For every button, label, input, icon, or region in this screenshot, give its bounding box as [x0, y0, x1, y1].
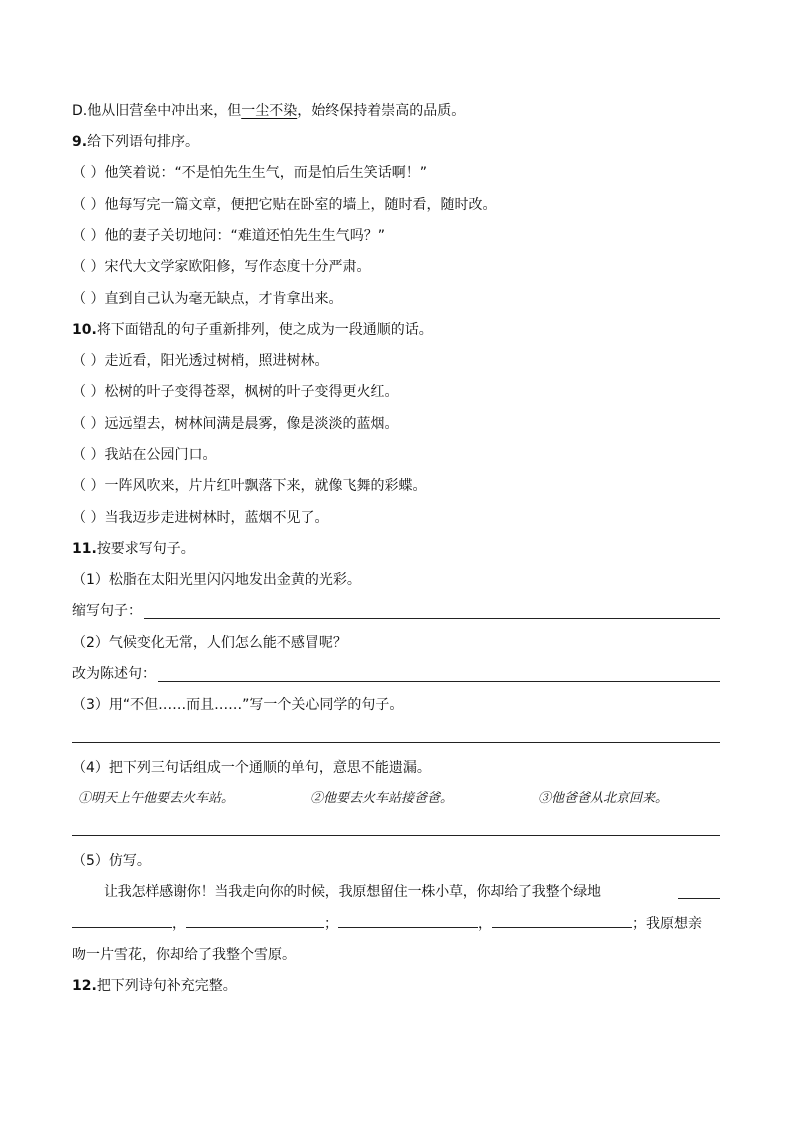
q11-part2-label: 改为陈述句：: [72, 666, 156, 682]
q9-item: [72, 289, 342, 309]
q10-title-text: 将下面错乱的句子重新排列，使之成为一段通顺的话。: [96, 322, 433, 338]
q10-item: [72, 351, 328, 371]
q10-item-6-text: 当我迈步走进树林时，蓝烟不见了。: [104, 510, 329, 526]
q11-part5-blank-4[interactable]: [492, 913, 632, 928]
q11-part5-semicolon: ；: [324, 916, 338, 932]
q9-item: [72, 226, 385, 246]
q10-item-5-text: 一阵风吹来，片片红叶飘落下来，就像飞舞的彩蝶。: [104, 478, 427, 494]
q11-part5-line2: [72, 913, 702, 934]
q9-item-4-text: 宋代大文学家欧阳修，写作态度十分严肃。: [104, 259, 371, 275]
q12-title-text: 把下列诗句补充完整。: [96, 978, 237, 994]
q9-item-3-blank[interactable]: （ ）: [72, 228, 105, 244]
q9-item-4-blank[interactable]: （ ）: [72, 259, 105, 275]
q11-part4-item-2: ②他要去火车站接爸爸。: [310, 791, 454, 806]
q12-title: [72, 976, 237, 996]
q11-part3: （3）用“不但……而且……”写一个关心同学的句子。: [72, 697, 404, 713]
q10-item-4-text: 我站在公园门口。: [104, 447, 217, 463]
q10-item-1-blank[interactable]: （ ）: [72, 353, 105, 369]
q9-item-2-blank[interactable]: （ ）: [72, 197, 105, 213]
q11-part2-answer-line[interactable]: [158, 681, 720, 682]
q11-part5-text2: ；我原想亲: [632, 916, 702, 932]
q11-part2: （2）气候变化无常，人们怎么能不感冒呢？: [72, 635, 347, 651]
q10-item: [72, 382, 398, 402]
q11-part1: （1）松脂在太阳光里闪闪地发出金黄的光彩。: [72, 572, 361, 588]
q11-part5-text1: 让我怎样感谢你！当我走向你的时候，我原想留住一株小草，你却给了我整个绿地: [104, 884, 601, 900]
q9-item-3-text: 他的妻子关切地问：“难道还怕先生生气吗？”: [104, 228, 385, 244]
q11-part5-blank-1a[interactable]: [678, 884, 720, 899]
q11-part1-answer-line[interactable]: [144, 618, 720, 619]
q11-part5-blank-2[interactable]: [186, 913, 324, 928]
q11-part5-blank-3[interactable]: [338, 913, 478, 928]
q10-number: 10.: [72, 322, 97, 338]
q8-option-d-word: 一尘不染: [241, 103, 298, 119]
q11-part5-line1: [104, 882, 601, 902]
q11-part1-answer: [72, 601, 142, 621]
q9-item: [72, 163, 427, 183]
q9-number: 9.: [72, 134, 88, 150]
q12-number: 12.: [72, 978, 97, 994]
q8-option-d-suffix: ，始终保持着崇高的品质。: [297, 103, 466, 119]
q10-item-2-blank[interactable]: （ ）: [72, 384, 105, 400]
q9-item: [72, 257, 370, 277]
q10-item: [72, 508, 328, 528]
q10-item: [72, 445, 216, 465]
q10-item-3-blank[interactable]: （ ）: [72, 416, 105, 432]
q9-title-text: 给下列语句排序。: [87, 134, 200, 150]
q11-part4-answer-line[interactable]: [72, 835, 720, 836]
q9-item-1-text: 他笑着说：“不是怕先生生气，而是怕后生笑话啊！”: [104, 165, 427, 181]
q10-item: [72, 414, 398, 434]
q11-part1-label: 缩写句子：: [72, 603, 142, 619]
q9-title: [72, 132, 199, 152]
q10-item-6-blank[interactable]: （ ）: [72, 510, 105, 526]
q11-part4-item-1: ①明天上午他要去火车站。: [78, 791, 235, 806]
q11-part5: （5）仿写。: [72, 853, 151, 869]
q11-title-text: 按要求写句子。: [96, 541, 195, 557]
q10-item-3-text: 远远望去，树林间满是晨雾，像是淡淡的蓝烟。: [104, 416, 399, 432]
q11-part4: （4）把下列三句话组成一个通顺的单句，意思不能遗漏。: [72, 760, 431, 776]
q11-part5-line3: 吻一片雪花，你却给了我整个雪原。: [72, 947, 296, 963]
q10-title: [72, 320, 433, 340]
q11-part4-item-3: ③他爸爸从北京回来。: [538, 791, 669, 806]
q9-item-5-blank[interactable]: （ ）: [72, 291, 105, 307]
q10-item-5-blank[interactable]: （ ）: [72, 478, 105, 494]
q9-item-2-text: 他每写完一篇文章，便把它贴在卧室的墙上，随时看，随时改。: [104, 197, 497, 213]
q10-item: [72, 476, 426, 496]
q10-item-2-text: 松树的叶子变得苍翠，枫树的叶子变得更火红。: [104, 384, 399, 400]
q11-part5-blank-1b[interactable]: [72, 913, 172, 928]
q11-number: 11.: [72, 541, 97, 557]
q8-option-d-prefix: D.他从旧营垒中冲出来，但: [72, 103, 242, 119]
q8-option-d: [72, 101, 465, 121]
q9-item: [72, 195, 496, 215]
q11-part2-answer: [72, 664, 156, 684]
q9-item-5-text: 直到自己认为毫无缺点，才肯拿出来。: [104, 291, 343, 307]
q10-item-1-text: 走近看，阳光透过树梢，照进树林。: [104, 353, 329, 369]
q11-part3-answer-line[interactable]: [72, 742, 720, 743]
q11-part5-comma-2: ，: [478, 916, 492, 932]
q11-part5-comma-1: ，: [172, 916, 186, 932]
q11-title: [72, 539, 195, 559]
q10-item-4-blank[interactable]: （ ）: [72, 447, 105, 463]
q9-item-1-blank[interactable]: （ ）: [72, 165, 105, 181]
